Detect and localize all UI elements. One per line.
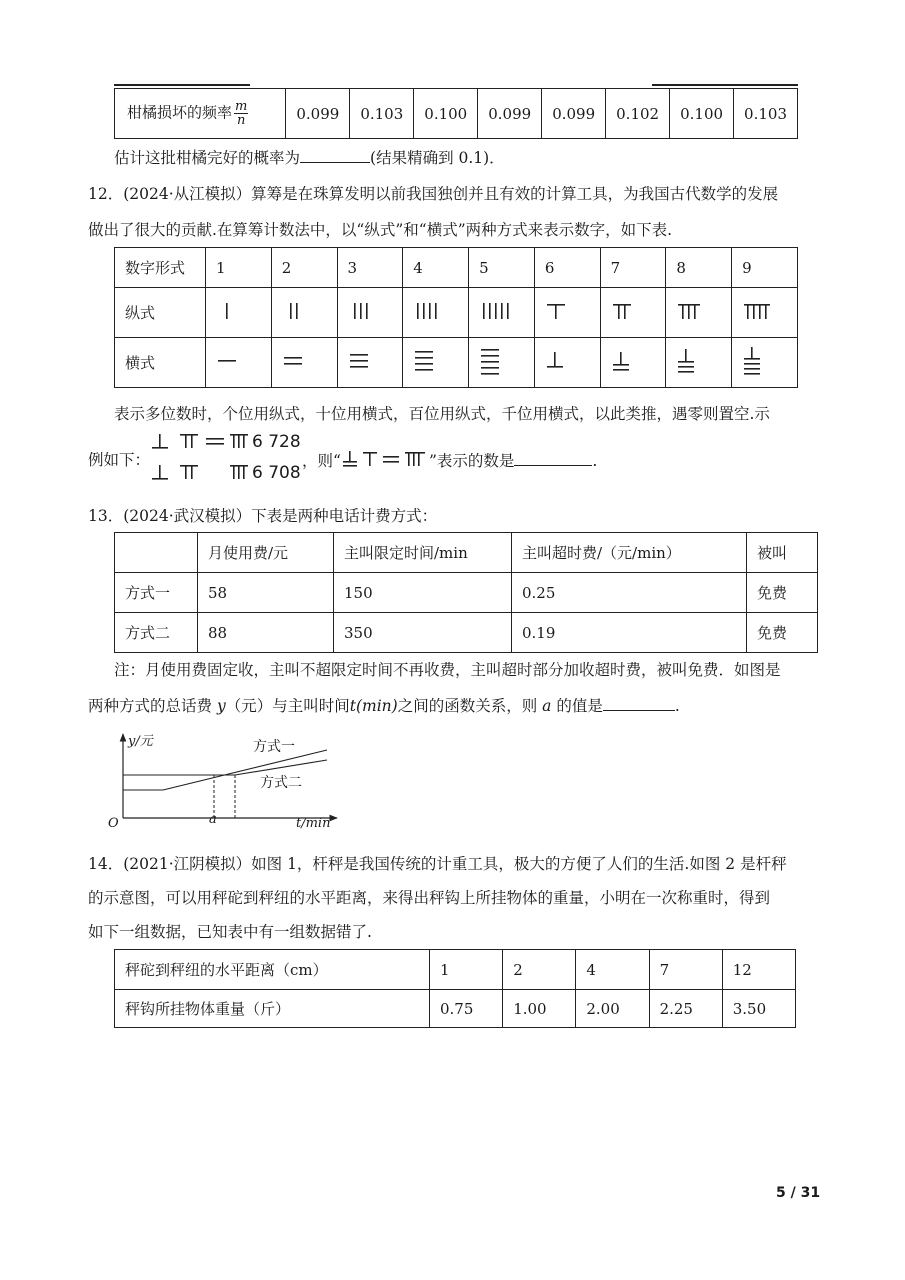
q11-fraction: $\frac{m}{n}$ bbox=[235, 99, 248, 128]
q14-cell: 12 bbox=[722, 950, 795, 990]
graph-y-label: y/元 bbox=[128, 734, 153, 749]
horizontal-rod-2 bbox=[271, 338, 337, 388]
q12-digit-cell: 2 bbox=[271, 248, 337, 288]
q12-example-rods-6728 bbox=[150, 432, 250, 452]
q13-header-cell: 主叫限定时间/min bbox=[334, 533, 512, 573]
q12-digit-cell: 3 bbox=[337, 248, 403, 288]
q11-answer-line: 估计这批柑橘完好的概率为 (结果精确到 0.1)． bbox=[114, 149, 505, 167]
q14-cell: 7 bbox=[649, 950, 722, 990]
q11-row-label: 柑橘损坏的频率 $\frac{m}{n}$ bbox=[115, 89, 286, 139]
vertical-rod-5 bbox=[469, 288, 535, 338]
q11-value-cell: 0.100 bbox=[670, 89, 734, 139]
q12-text-line-4: 例如下： bbox=[88, 451, 151, 469]
q12-text-line-3: 表示多位数时，个位用纵式，十位用横式，百位用纵式，千位用横式，以此类推，遇零则置空.示 bbox=[114, 405, 770, 423]
q11-value-cell: 0.103 bbox=[734, 89, 798, 139]
q11-value-cell: 0.102 bbox=[606, 89, 670, 139]
q13-header-cell: 被叫 bbox=[747, 533, 818, 573]
plan1-rising-segment bbox=[163, 750, 327, 790]
q12-digit-cell: 9 bbox=[732, 248, 798, 288]
q14-row2-label: 秤钩所挂物体重量（斤） bbox=[115, 990, 430, 1028]
q13-row-label: 方式二 bbox=[115, 613, 198, 653]
q13-text-line-1: 13．(2024·武汉模拟）下表是两种电话计费方式： bbox=[88, 507, 438, 525]
q11-table-top-rule-right bbox=[652, 84, 798, 86]
q12-row-vertical-label: 纵式 bbox=[115, 288, 206, 338]
q11-value-cell: 0.103 bbox=[350, 89, 414, 139]
q13-row-label: 方式一 bbox=[115, 573, 198, 613]
q14-text-line-3: 如下一组数据，已知表中有一组数据错了. bbox=[88, 923, 372, 941]
q13-billing-table bbox=[114, 532, 818, 653]
q13-header-empty bbox=[115, 533, 198, 573]
horizontal-rod-1 bbox=[206, 338, 272, 388]
q13-answer-blank[interactable] bbox=[603, 696, 675, 711]
q14-row1-label: 秤砣到秤纽的水平距离（cm） bbox=[115, 950, 430, 990]
q14-cell: 2 bbox=[503, 950, 576, 990]
q12-row-horizontal-label: 横式 bbox=[115, 338, 206, 388]
vertical-rod-1 bbox=[206, 288, 272, 338]
q13-cell: 88 bbox=[198, 613, 334, 653]
q12-question-rods bbox=[341, 450, 429, 468]
q12-example-rods-6708 bbox=[150, 463, 250, 483]
horizontal-rod-8 bbox=[666, 338, 732, 388]
q12-example-value-2: 6 708 bbox=[252, 463, 301, 483]
q12-digit-cell: 1 bbox=[206, 248, 272, 288]
q12-text-line-2: 做出了很大的贡献.在算筹计数法中，以“纵式”和“横式”两种方式来表示数字，如下表. bbox=[88, 221, 673, 239]
q13-cell: 350 bbox=[334, 613, 512, 653]
q12-digit-cell: 8 bbox=[666, 248, 732, 288]
q12-counting-rods-table bbox=[114, 247, 798, 388]
graph-x-label: t/min bbox=[296, 816, 331, 831]
q14-text-line-1: 14．(2021·江阴模拟）如图 1，杆秤是我国传统的计重工具，极大的方便了人们的生活.如图 2 是杆秤 bbox=[88, 855, 787, 873]
horizontal-rod-9 bbox=[732, 338, 798, 388]
horizontal-rod-5 bbox=[469, 338, 535, 388]
q13-note-line-2: 两种方式的总话费 y（元）与主叫时间t(min)之间的函数关系，则 a 的值是 . bbox=[88, 697, 680, 715]
q11-table-top-rule-left bbox=[114, 84, 250, 86]
vertical-rod-6 bbox=[534, 288, 600, 338]
q13-header-cell: 月使用费/元 bbox=[198, 533, 334, 573]
q13-cell: 免费 bbox=[747, 613, 818, 653]
q14-cell: 4 bbox=[576, 950, 649, 990]
horizontal-rod-6 bbox=[534, 338, 600, 388]
q12-digit-cell: 6 bbox=[534, 248, 600, 288]
q14-text-line-2: 的示意图，可以用秤砣到秤纽的水平距离，来得出秤钩上所挂物体的重量，小明在一次称重时，得到 bbox=[88, 889, 771, 907]
vertical-rod-4 bbox=[403, 288, 469, 338]
q13-cell: 150 bbox=[334, 573, 512, 613]
page-number: 5 / 31 bbox=[776, 1185, 821, 1201]
q14-cell: 2.00 bbox=[576, 990, 649, 1028]
graph-a-label: a bbox=[209, 812, 217, 827]
q12-text-line-1: 12．(2024·从江模拟）算筹是在珠算发明以前我国独创并且有效的计算工具，为我国古代数学的发展 bbox=[88, 185, 779, 203]
q14-cell: 2.25 bbox=[649, 990, 722, 1028]
q14-cell: 1 bbox=[430, 950, 503, 990]
horizontal-rod-4 bbox=[403, 338, 469, 388]
q13-cell: 0.25 bbox=[512, 573, 747, 613]
q13-cell: 免费 bbox=[747, 573, 818, 613]
q14-cell: 0.75 bbox=[430, 990, 503, 1028]
vertical-rod-3 bbox=[337, 288, 403, 338]
q13-note-line-1: 注：月使用费固定收，主叫不超限定时间不再收费，主叫超时部分加收超时费，被叫免费．如图是 bbox=[114, 661, 781, 679]
q12-digit-cell: 4 bbox=[403, 248, 469, 288]
q11-value-cell: 0.099 bbox=[478, 89, 542, 139]
vertical-rod-8 bbox=[666, 288, 732, 338]
vertical-rod-9 bbox=[732, 288, 798, 338]
graph-series1-label: 方式一 bbox=[253, 739, 295, 755]
q12-answer-blank[interactable] bbox=[514, 451, 592, 466]
q14-steelyard-table bbox=[114, 949, 796, 1028]
q12-header-label: 数字形式 bbox=[115, 248, 206, 288]
q14-cell: 1.00 bbox=[503, 990, 576, 1028]
q11-value-cell: 0.099 bbox=[286, 89, 350, 139]
q11-answer-blank[interactable] bbox=[300, 148, 370, 163]
q11-value-cell: 0.099 bbox=[542, 89, 606, 139]
q13-header-cell: 主叫超时费/（元/min） bbox=[512, 533, 747, 573]
q14-cell: 3.50 bbox=[722, 990, 795, 1028]
q12-example-value-1: 6 728 bbox=[252, 432, 301, 452]
q12-digit-cell: 7 bbox=[600, 248, 666, 288]
q12-question-line: ，则“ ”表示的数是 . bbox=[302, 452, 598, 470]
graph-origin-label: O bbox=[108, 816, 119, 831]
q13-cell: 58 bbox=[198, 573, 334, 613]
horizontal-rod-7 bbox=[600, 338, 666, 388]
vertical-rod-2 bbox=[271, 288, 337, 338]
q13-cell: 0.19 bbox=[512, 613, 747, 653]
graph-series2-label: 方式二 bbox=[260, 775, 302, 791]
q11-frequency-table bbox=[114, 88, 798, 139]
q11-value-cell: 0.100 bbox=[414, 89, 478, 139]
vertical-rod-7 bbox=[600, 288, 666, 338]
q12-digit-cell: 5 bbox=[469, 248, 535, 288]
horizontal-rod-3 bbox=[337, 338, 403, 388]
